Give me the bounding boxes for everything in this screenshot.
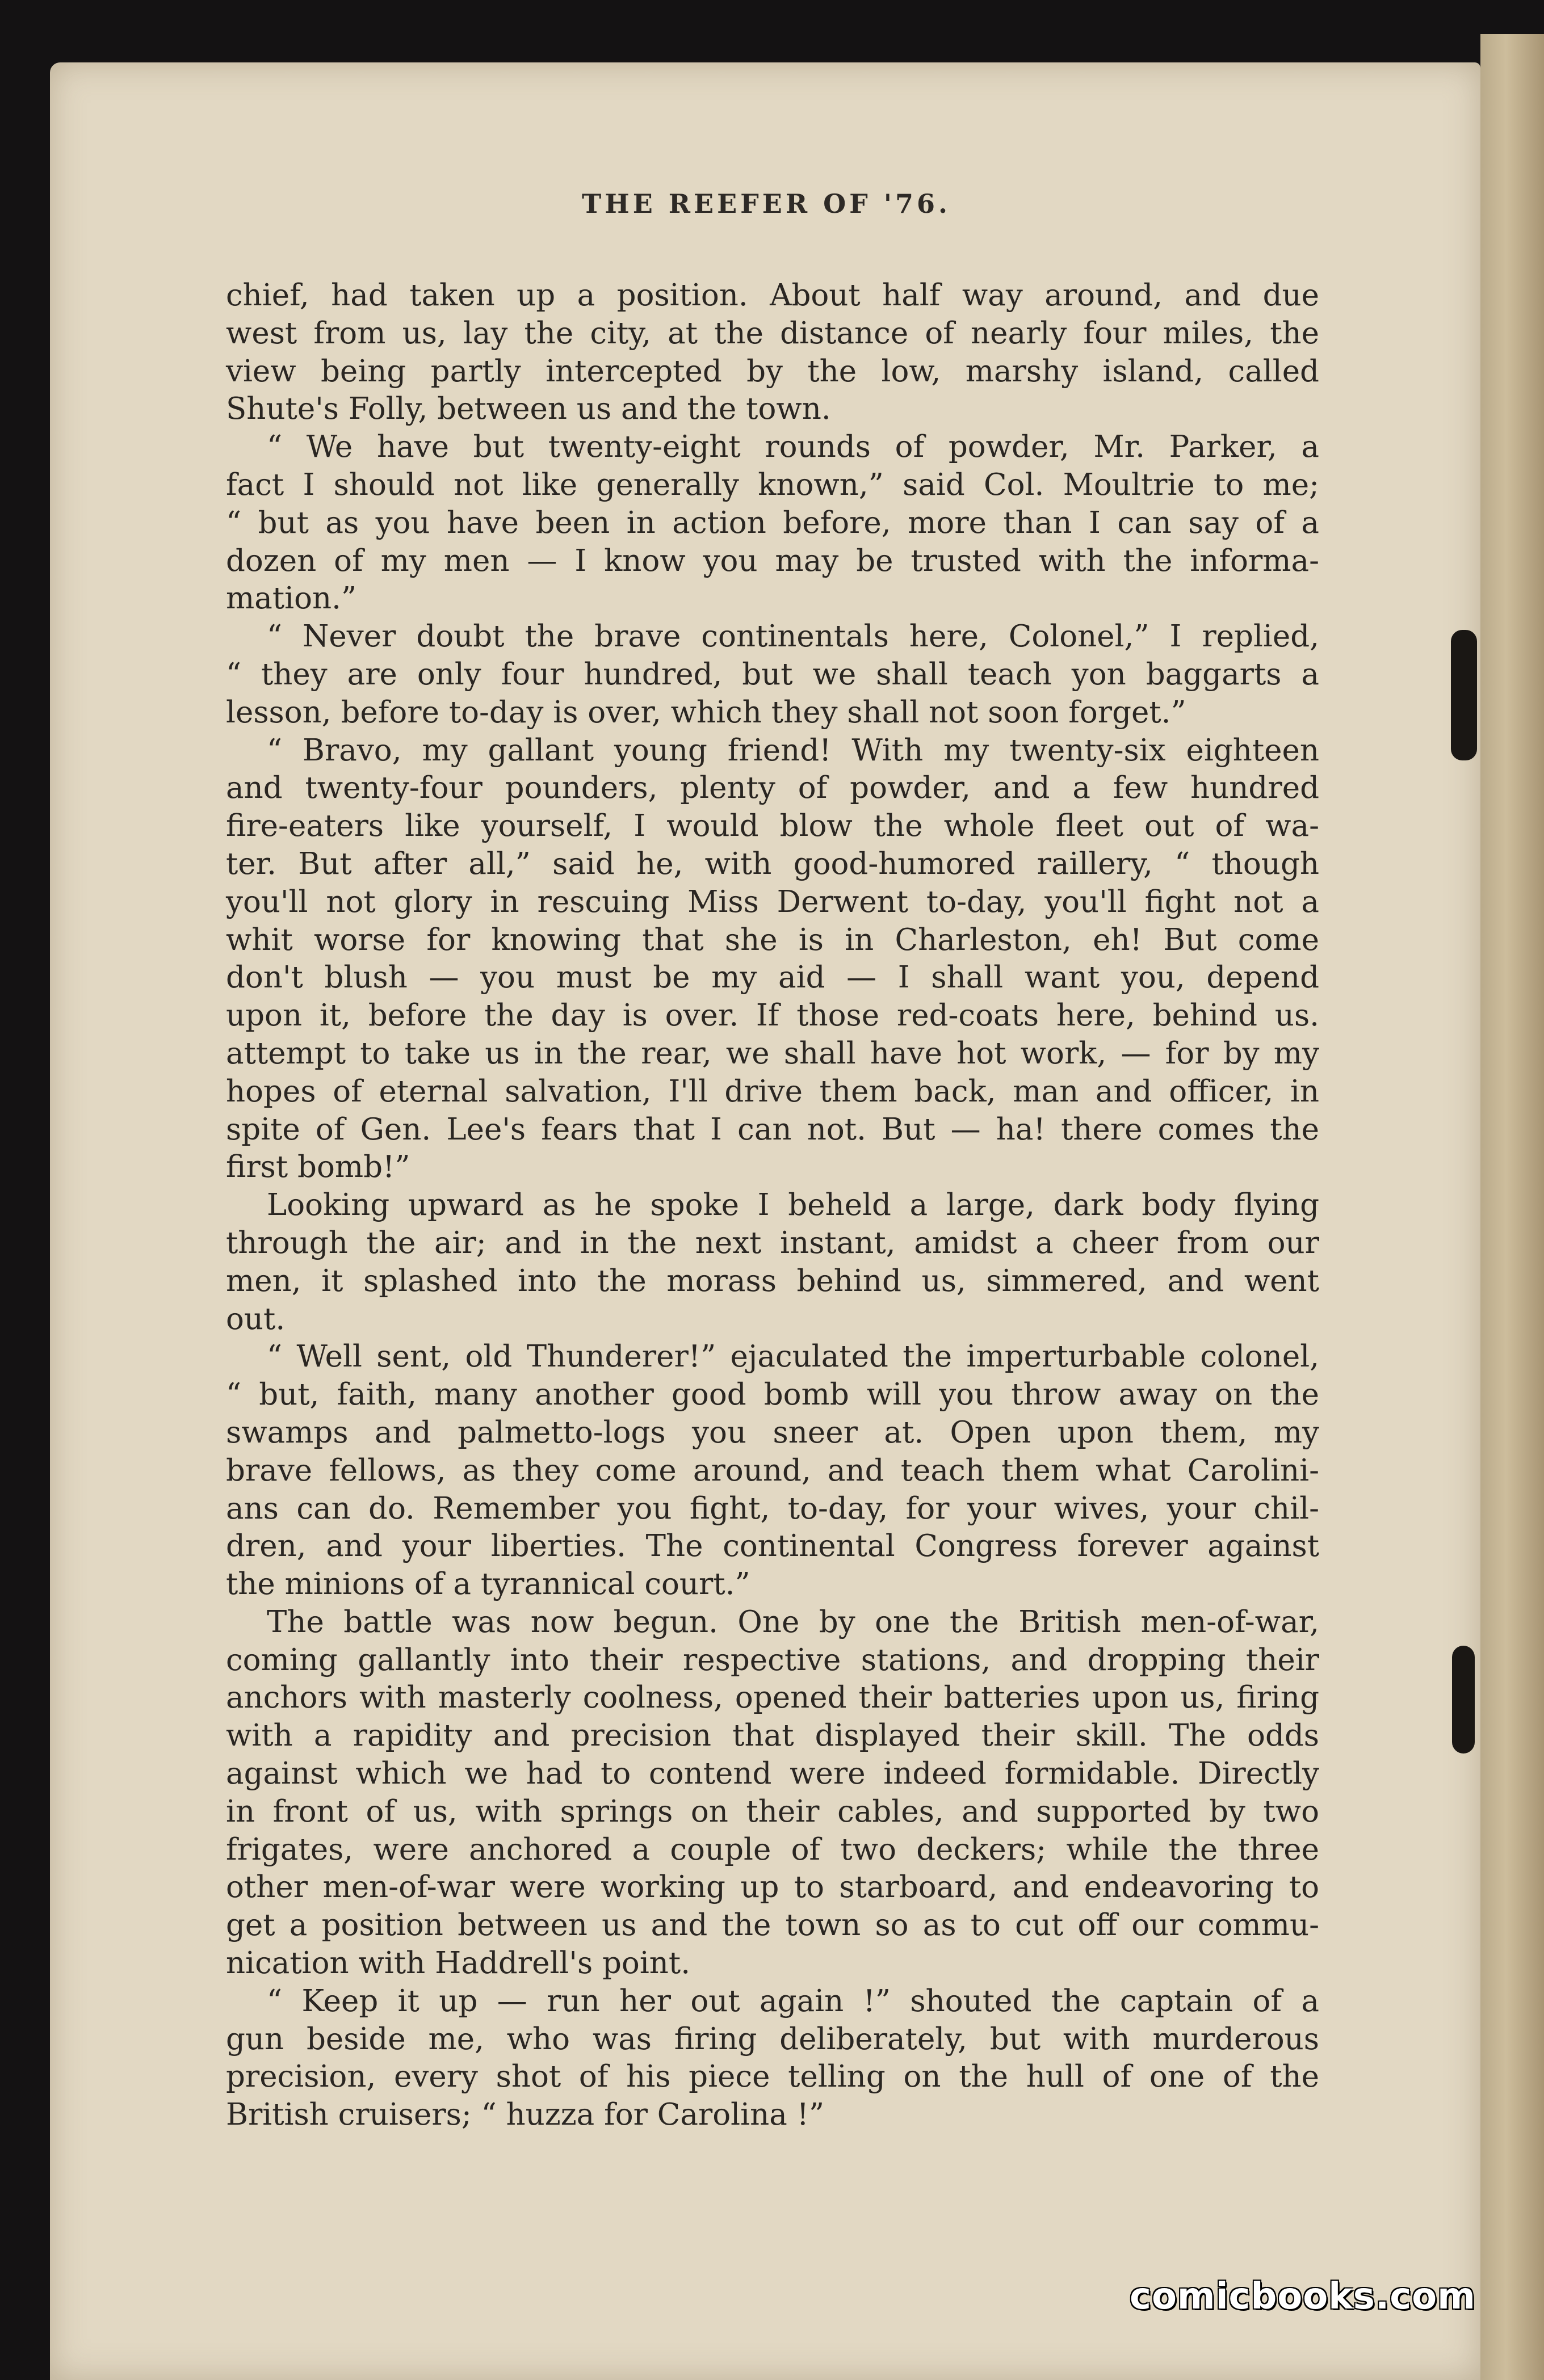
binding-hole-upper <box>1451 630 1477 760</box>
text-line: fire-eaters like yourself, I would blow the whole fleet out of wa- <box>226 809 1319 844</box>
body-text <box>226 277 1319 2134</box>
text-line: attempt to take us in the rear, we shall have hot work, — for by my <box>226 1036 1319 1071</box>
text-line: “ Keep it up — run her out again !” shouted the captain of a <box>267 1983 1319 2019</box>
text-line: other men-of-war were working up to starboard, and endeavoring to <box>226 1870 1319 1905</box>
text-line: against which we had to contend were indeed formidable. Directly <box>226 1756 1319 1792</box>
text-line: The battle was now begun. One by one the British men-of-war, <box>267 1604 1319 1639</box>
text-line: you'll not glory in rescuing Miss Derwent to-day, you'll fight not a <box>226 884 1319 919</box>
text-line: mation.” <box>226 581 357 616</box>
text-line: ter. But after all,” said he, with good-humored raillery, “ though <box>226 846 1319 881</box>
text-line: get a position between us and the town so as to cut off our commu- <box>226 1908 1319 1943</box>
text-line: Shute's Folly, between us and the town. <box>226 392 831 427</box>
text-line: and twenty-four pounders, plenty of powder, and a few hundred <box>226 771 1319 806</box>
running-header: THE REEFER OF '76. <box>582 188 951 219</box>
text-line: dren, and your liberties. The continental Congress forever against <box>226 1529 1319 1564</box>
text-line: whit worse for knowing that she is in Charleston, eh! But come <box>226 922 1319 957</box>
text-line: nication with Haddrell's point. <box>226 1946 691 1981</box>
text-line: gun beside me, who was firing deliberately, but with murderous <box>226 2021 1319 2057</box>
text-line: “ We have but twenty-eight rounds of powder, Mr. Parker, a <box>267 430 1319 465</box>
text-line: “ Never doubt the brave continentals here, Colonel,” I replied, <box>267 619 1319 654</box>
text-line: swamps and palmetto-logs you sneer at. Open upon them, my <box>226 1415 1319 1450</box>
text-line: lesson, before to-day is over, which they shall not soon forget.” <box>226 695 1186 730</box>
text-line: men, it splashed into the morass behind us, simmered, and went <box>226 1263 1319 1298</box>
text-line: “ they are only four hundred, but we shall teach yon baggarts a <box>226 657 1319 692</box>
text-line: “ but as you have been in action before, more than I can say of a <box>226 505 1319 540</box>
text-line: hopes of eternal salvation, I'll drive them back, man and officer, in <box>226 1074 1319 1109</box>
text-line: brave fellows, as they come around, and teach them what Carolini- <box>226 1453 1319 1488</box>
text-line: anchors with masterly coolness, opened their batteries upon us, firing <box>226 1680 1319 1715</box>
text-line: in front of us, with springs on their cables, and supported by two <box>226 1794 1319 1829</box>
text-line: view being partly intercepted by the low, marshy island, called <box>226 354 1319 389</box>
text-line: chief, had taken up a position. About half way around, and due <box>226 278 1319 313</box>
binding-hole-lower <box>1452 1646 1475 1754</box>
text-line: west from us, lay the city, at the distance of nearly four miles, the <box>226 316 1319 351</box>
text-line: precision, every shot of his piece telling on the hull of one of the <box>226 2059 1319 2095</box>
text-line: with a rapidity and precision that displayed their skill. The odds <box>226 1718 1319 1754</box>
text-line: “ Bravo, my gallant young friend! With my twenty-six eighteen <box>267 733 1319 768</box>
text-line: “ but, faith, many another good bomb will you throw away on the <box>226 1377 1319 1412</box>
text-line: frigates, were anchored a couple of two deckers; while the three <box>226 1832 1319 1867</box>
text-line: out. <box>226 1301 286 1336</box>
text-line: first bomb!” <box>226 1150 410 1185</box>
text-line: upon it, before the day is over. If those red-coats here, behind us. <box>226 998 1319 1033</box>
book-spine-edge <box>1480 34 1544 2380</box>
text-line: coming gallantly into their respective stations, and dropping their <box>226 1642 1319 1677</box>
text-line: spite of Gen. Lee's fears that I can not. But — ha! there comes the <box>226 1112 1319 1147</box>
text-line: dozen of my men — I know you may be trusted with the informa- <box>226 543 1319 578</box>
text-line: through the air; and in the next instant, amidst a cheer from our <box>226 1225 1319 1260</box>
text-line: fact I should not like generally known,” said Col. Moultrie to me; <box>226 467 1319 502</box>
text-line: the minions of a tyrannical court.” <box>226 1567 750 1602</box>
text-line: don't blush — you must be my aid — I shall want you, depend <box>226 960 1319 995</box>
text-line: Looking upward as he spoke I beheld a large, dark body flying <box>267 1188 1319 1223</box>
text-line: British cruisers; “ huzza for Carolina !” <box>226 2097 825 2133</box>
watermark: comicbooks.com <box>1130 2276 1476 2318</box>
text-line: “ Well sent, old Thunderer!” ejaculated the imperturbable colonel, <box>267 1339 1319 1374</box>
text-line: ans can do. Remember you fight, to-day, for your wives, your chil- <box>226 1491 1319 1526</box>
